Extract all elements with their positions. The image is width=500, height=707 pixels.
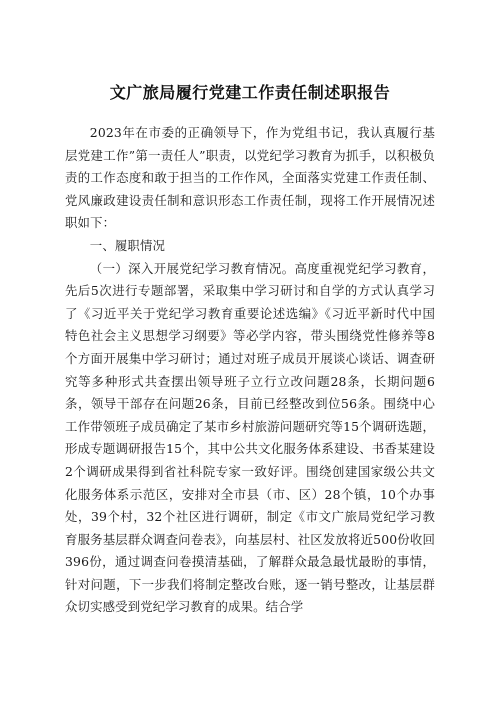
document-body [65, 122, 435, 619]
body-paragraph: （一）深入开展党纪学习教育情况。高度重视党纪学习教育，先后5次进行专题部署，采取集中学习研讨和自学的方式认真学习了《习近平关于党纪学习教育重要论述选编》《习近平新时代中国特色社会主义思想学习纲要》等必学内容，带头围绕党性修养等8个方面开展集中学习研讨；通过对班子成员开展谈心谈话、调查研究等多种形式共查摆出领导班子立行立改问题28条，长期问题6条，领导干部存在问题26条，目前已经整改到位56条。围绕中心工作带领班子成员确定了某市乡村旅游问题研究等15个调研选题，形成专题调研报告15个，其中公共文化服务体系建设、书香某建设2个调研成果得到省社科院专家一致好评。围绕创建国家级公共文化服务体系示范区，安排对全市县（市、区）28个镇，10个办事处，39个村，32个社区进行调研，制定《市文广旅局党纪学习教育服务基层群众调查问卷表》，向基层村、社区发放将近500份收回396份，通过调查问卷摸清基础，了解群众最急最忧最盼的事情，针对问题，下一步我们将制定整改台账，逐一销号整改，让基层群众切实感受到党纪学习教育的成果。结合学 [65, 260, 435, 615]
section-heading: 一、履职情况 [89, 237, 166, 253]
document-title: 文广旅局履行党建工作责任制述职报告 [109, 83, 391, 102]
intro-paragraph: 2023年在市委的正确领导下，作为党组书记，我认真履行基层党建工作”第一责任人”职责，以党纪学习教育为抓手，以积极负责的工作态度和敢于担当的工作作风，全面落实党建工作责任制、党风廉政建设责任制和意识形态工作责任制，现将工作开展情况述职如下： [65, 125, 435, 231]
